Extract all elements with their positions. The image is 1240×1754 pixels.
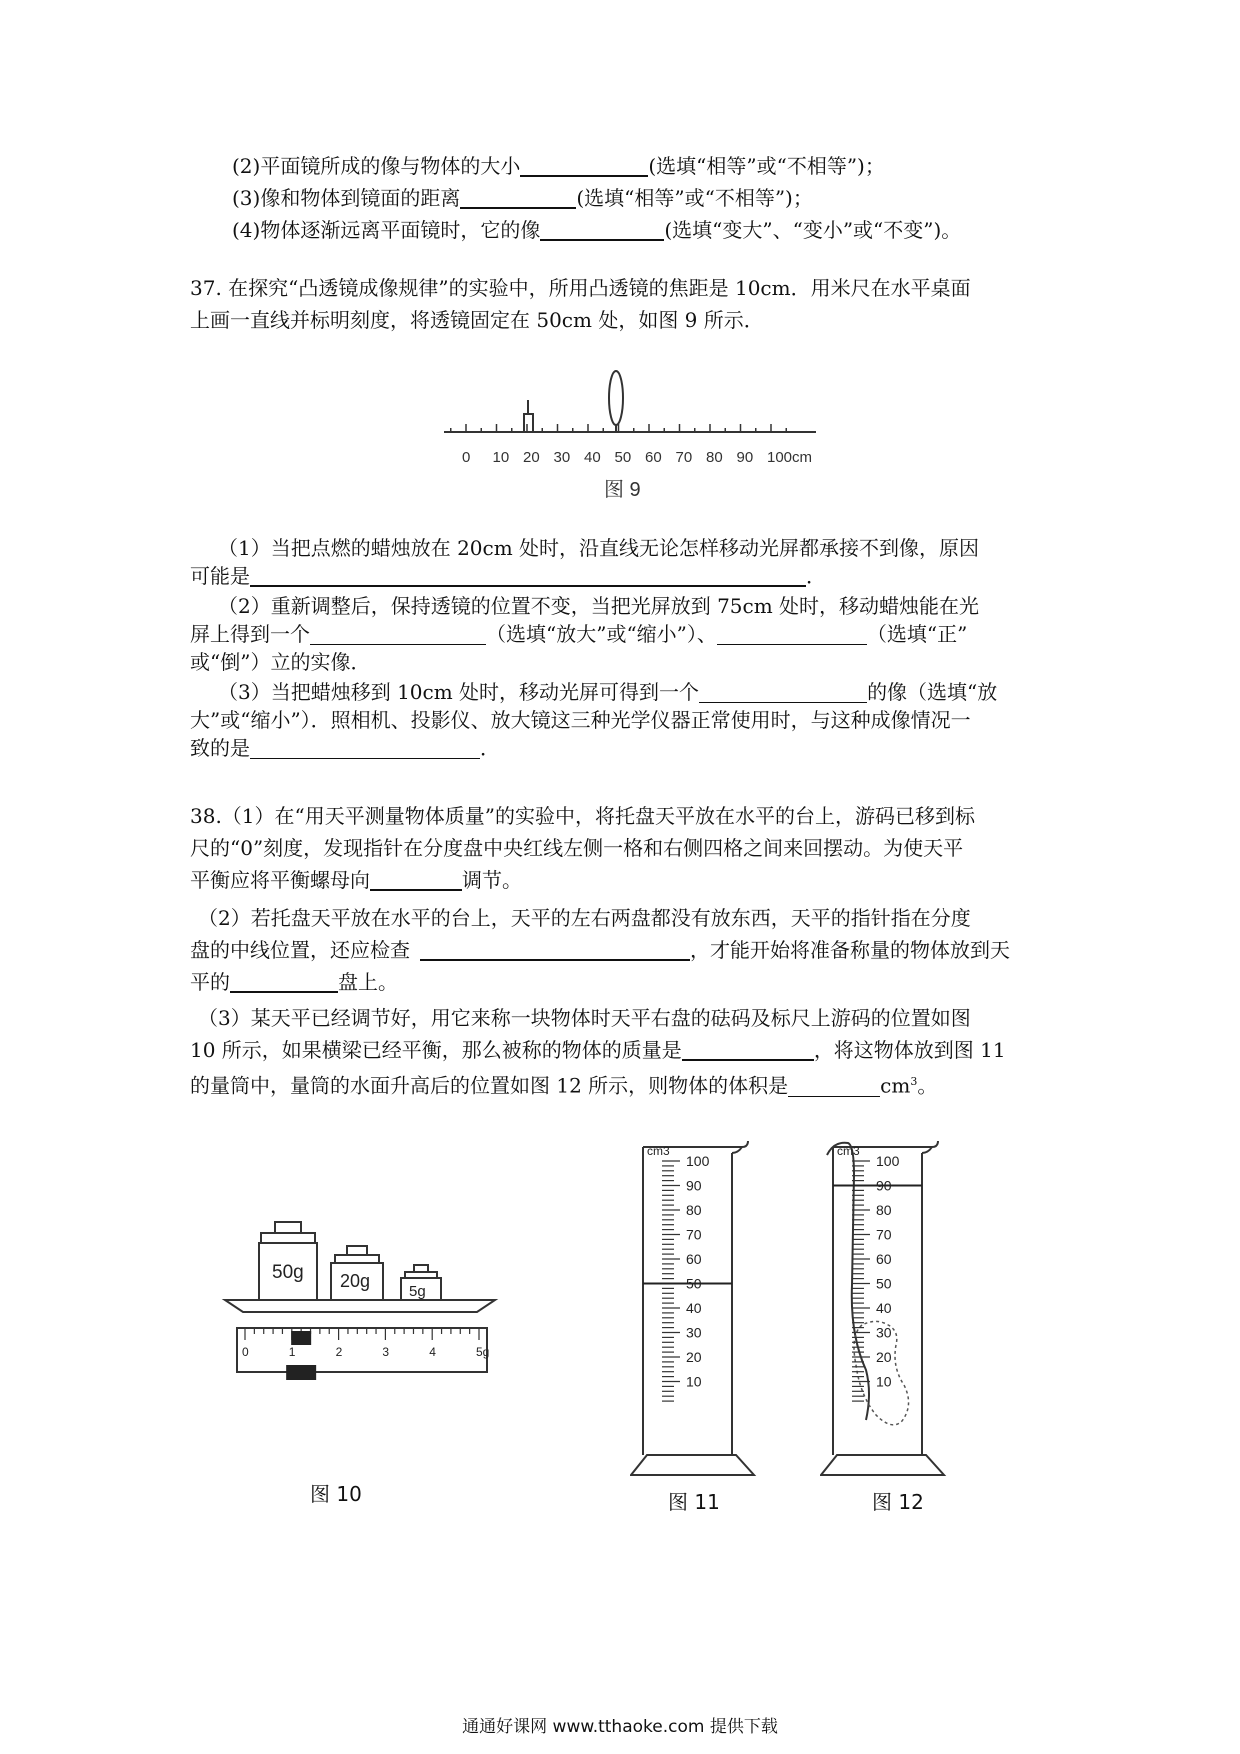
cylinder-scale-ticks xyxy=(662,1161,680,1401)
q37-intro-1: 37. 在探究“凸透镜成像规律”的实验中，所用凸透镜的焦距是 10cm．用米尺在水平桌面 xyxy=(190,276,971,300)
figure-11-measuring-cylinder xyxy=(630,1135,780,1480)
ruler-labels xyxy=(462,449,812,466)
cylinder-scale-labels xyxy=(686,1153,710,1390)
ruler-label: 20 xyxy=(523,449,540,466)
q37-p3-line-3 xyxy=(190,734,500,762)
scale-label: 3 xyxy=(382,1345,390,1359)
q37-p2-text-2: （选填“放大”或“缩小”）、 xyxy=(486,622,717,646)
q37-p3-text-2: 的像（选填“放 xyxy=(867,680,998,704)
scale-label: 80 xyxy=(686,1202,702,1218)
q36-line-3-hint: (选填“相等”或“不相等”)； xyxy=(576,186,813,210)
weight-50g-label: 50g xyxy=(272,1262,304,1283)
q38-line-3 xyxy=(190,866,522,894)
beam-scale-labels xyxy=(242,1345,489,1359)
answer-blank[interactable] xyxy=(370,869,462,891)
ruler-label: 60 xyxy=(645,449,662,466)
scale-label: 80 xyxy=(876,1202,892,1218)
q37-p3-text-3: 致的是 xyxy=(190,736,250,760)
ruler-label: 10 xyxy=(492,449,510,466)
answer-blank[interactable] xyxy=(420,939,690,961)
q37-p3-line-1 xyxy=(218,678,997,706)
scale-label: 5g xyxy=(476,1345,490,1359)
weight-neck xyxy=(261,1233,315,1243)
q38-line-5-text: 盘的中线位置，还应检查 xyxy=(190,938,410,962)
ruler-label: 0 xyxy=(462,449,471,466)
scale-label: 70 xyxy=(686,1226,702,1243)
scale-label: 10 xyxy=(686,1373,702,1390)
cylinder-base xyxy=(631,1455,754,1475)
q37-p2-text-3: （选填“正” xyxy=(866,622,968,646)
scale-label: 100 xyxy=(686,1153,710,1169)
beam-scale xyxy=(237,1328,490,1372)
cylinder-scale-ticks xyxy=(852,1161,870,1401)
q37-p1-label: 可能是 xyxy=(190,564,250,588)
ruler-label: 30 xyxy=(553,449,571,466)
answer-blank[interactable] xyxy=(250,565,806,587)
scale-label: 4 xyxy=(429,1345,436,1359)
ruler-label: 70 xyxy=(675,449,693,466)
q38-line-3-end: 调节。 xyxy=(462,868,522,892)
figure-10-weights-and-scale xyxy=(215,1200,505,1420)
q37-p2-line-1: （2）重新调整后，保持透镜的位置不变，当把光屏放到 75cm 处时，移动蜡烛能在光 xyxy=(218,594,980,618)
answer-blank[interactable] xyxy=(460,187,576,209)
cylinder-scale-labels xyxy=(876,1153,900,1390)
answer-blank[interactable] xyxy=(717,624,867,645)
q38-line-1: 38.（1）在“用天平测量物体质量”的实验中，将托盘天平放在水平的台上，游码已移到标 xyxy=(190,804,975,828)
q37-p2-line-2 xyxy=(190,620,967,648)
cylinder-unit-label: cm3 xyxy=(647,1144,670,1158)
q37-p3-end: ． xyxy=(480,736,500,760)
scale-label: 60 xyxy=(876,1251,892,1267)
weight-neck xyxy=(335,1255,379,1263)
q37-p3-line-2: 大”或“缩小”）．照相机、投影仪、放大镜这三种光学仪器正常使用时，与这种成像情况一 xyxy=(190,708,971,732)
cylinder-base xyxy=(821,1455,944,1475)
scale-label: 40 xyxy=(686,1300,702,1316)
ruler-label: 90 xyxy=(736,449,754,466)
figure-11-caption: 图 11 xyxy=(668,1490,720,1514)
scale-label: 70 xyxy=(876,1226,892,1243)
scale-label: 10 xyxy=(876,1373,892,1390)
q38-line-9 xyxy=(190,1068,937,1100)
q36-line-2 xyxy=(232,152,885,180)
answer-blank[interactable] xyxy=(788,1076,880,1097)
rider-top xyxy=(291,1331,311,1345)
scale-label: 20 xyxy=(686,1349,702,1365)
weight-knob xyxy=(275,1222,301,1233)
q38-line-7: （3）某天平已经调节好，用它来称一块物体时天平右盘的砝码及标尺上游码的位置如图 xyxy=(198,1006,971,1030)
q37-p1-line-1: （1）当把点燃的蜡烛放在 20cm 处时，沿直线无论怎样移动光屏都承接不到像，原因 xyxy=(218,536,980,560)
answer-blank[interactable] xyxy=(540,219,664,241)
q38-line-9-end: 。 xyxy=(917,1073,938,1098)
weight-20g-label: 20g xyxy=(340,1271,371,1291)
q38-line-8-end: ，将这物体放到图 11 xyxy=(813,1038,1006,1062)
volume-unit: cm xyxy=(880,1073,911,1098)
scale-label: 1 xyxy=(288,1345,296,1359)
answer-blank[interactable] xyxy=(310,624,486,645)
q38-line-6-end: 盘上。 xyxy=(338,970,398,994)
figure-9-ruler xyxy=(440,370,820,510)
scale-label: 60 xyxy=(686,1251,702,1267)
figure-10-caption: 图 10 xyxy=(310,1482,362,1506)
q36-line-2-hint: (选填“相等”或“不相等”)； xyxy=(648,154,885,178)
convex-lens-icon xyxy=(609,371,623,425)
page-footer: 通通好课网 www.tthaoke.com 提供下载 xyxy=(462,1717,778,1737)
balance-pan xyxy=(225,1300,495,1312)
scale-label: 90 xyxy=(876,1177,892,1194)
scale-label: 30 xyxy=(686,1324,702,1341)
weight-knob xyxy=(347,1246,367,1255)
q38-line-6-text: 平的 xyxy=(190,970,230,994)
scale-label: 2 xyxy=(335,1345,343,1359)
figure-12-caption: 图 12 xyxy=(872,1490,924,1514)
q38-line-5-end: ，才能开始将准备称量的物体放到天 xyxy=(690,938,1010,962)
q37-p3-text-1: （3）当把蜡烛移到 10cm 处时，移动光屏可得到一个 xyxy=(218,680,700,704)
answer-blank[interactable] xyxy=(682,1039,814,1061)
answer-blank[interactable] xyxy=(250,738,480,759)
q36-line-4-text: (4)物体逐渐远离平面镜时，它的像 xyxy=(232,218,541,242)
q37-p2-line-3: 或“倒”）立的实像． xyxy=(190,650,371,674)
q38-line-5 xyxy=(190,936,1010,964)
q38-line-4: （2）若托盘天平放在水平的台上，天平的左右两盘都没有放东西，天平的指针指在分度 xyxy=(198,906,971,930)
q38-line-8 xyxy=(190,1036,1006,1064)
figure-12-measuring-cylinder-with-object xyxy=(820,1135,970,1480)
q36-line-4 xyxy=(232,216,961,244)
weight-5g-label: 5g xyxy=(409,1283,426,1300)
ruler-label: 80 xyxy=(706,449,723,466)
q36-line-4-hint: (选填“变大”、“变小”或“不变”)。 xyxy=(664,218,962,242)
q38-line-3-text: 平衡应将平衡螺母向 xyxy=(190,868,370,892)
q36-line-2-text: (2)平面镜所成的像与物体的大小 xyxy=(232,154,521,178)
q37-p1-end: ． xyxy=(806,564,826,588)
cylinder-unit-label: cm3 xyxy=(837,1144,860,1158)
scale-label: 0 xyxy=(242,1345,249,1359)
q36-line-3 xyxy=(232,184,813,212)
scale-label: 20 xyxy=(876,1349,892,1365)
scale-label: 30 xyxy=(876,1324,892,1341)
q38-line-6 xyxy=(190,968,398,996)
q37-p1-line-2 xyxy=(190,562,826,590)
volume-unit-exponent: 3 xyxy=(910,1075,918,1088)
rider-bottom xyxy=(286,1365,316,1380)
ruler-label: 50 xyxy=(614,449,632,466)
weight-knob xyxy=(414,1265,428,1272)
scale-label: 40 xyxy=(876,1300,892,1316)
q38-line-8-text: 10 所示，如果横梁已经平衡，那么被称的物体的质量是 xyxy=(190,1038,682,1062)
q37-p2-text-1: 屏上得到一个 xyxy=(190,622,310,646)
q36-line-3-text: (3)像和物体到镜面的距离 xyxy=(232,186,461,210)
ruler-label: 40 xyxy=(584,449,601,466)
answer-blank[interactable] xyxy=(699,682,867,703)
q37-intro-2: 上画一直线并标明刻度，将透镜固定在 50cm 处，如图 9 所示． xyxy=(190,308,764,332)
ruler-label: 100cm xyxy=(767,449,813,466)
scale-label: 90 xyxy=(686,1177,702,1194)
q38-line-2: 尺的“0”刻度，发现指针在分度盘中央红线左侧一格和右侧四格之间来回摆动。为使天平 xyxy=(190,836,964,860)
q38-line-9-text: 的量筒中，量筒的水面升高后的位置如图 12 所示，则物体的体积是 xyxy=(190,1073,789,1098)
scale-label: 50 xyxy=(686,1275,702,1292)
ruler-ticks xyxy=(451,424,787,432)
answer-blank[interactable] xyxy=(520,155,648,177)
candle-icon xyxy=(524,414,533,432)
scale-label: 100 xyxy=(876,1153,900,1169)
scale-label: 50 xyxy=(876,1275,892,1292)
answer-blank[interactable] xyxy=(230,971,338,993)
figure-9-caption: 图 9 xyxy=(604,479,641,501)
beam-scale-ticks xyxy=(245,1328,479,1340)
